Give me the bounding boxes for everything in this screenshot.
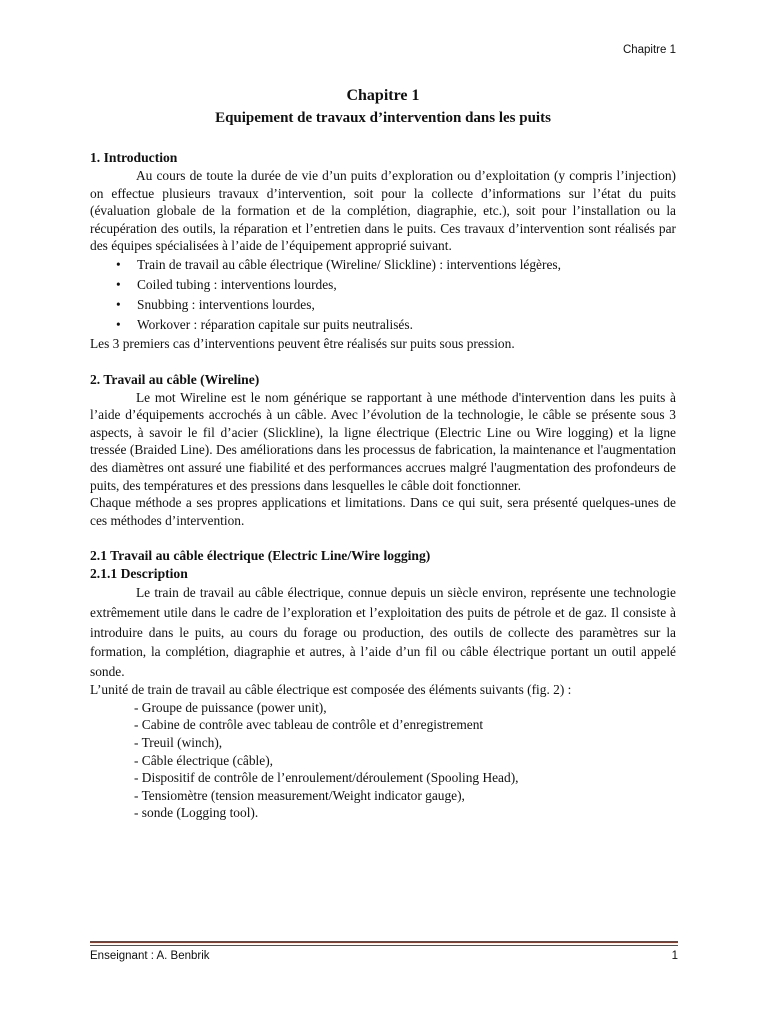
section-heading-electric-line: 2.1 Travail au câble électrique (Electric Line/Wire logging) xyxy=(90,548,431,564)
wireline-paragraph-2: Chaque méthode a ses propres applications et limitations. Dans ce qui suit, sera présenté quelques-unes de ces méthodes d’intervention. xyxy=(90,495,676,528)
list-item: • Workover : réparation capitale sur puits neutralisés. xyxy=(90,315,676,335)
wireline-paragraph: Le mot Wireline est le nom générique se rapportant à une méthode d'intervention dans les puits à l’aide d’équipements accrochés à un câble. Avec l’évolution de la technologie, le câble se présente sous 3 aspects, à savoir le fil d’acier (Slickline), la ligne électrique (Electric Line ou Wire logging) et la ligne tressée (Braided Line). Des améliorations dans les processus de fabrication, la maintenance et l'augmentation des diamètres ont assuré une fiabilité et des performances accrues malgré l'augmentation des profondeurs de puits, des températures et des pressions dans lesquelles le câble doit fonctionner. xyxy=(90,389,676,493)
intro-paragraph: Au cours de toute la durée de vie d’un puits d’exploration ou d’exploitation (y compris l’injection) on effectue plusieurs travaux d’intervention, soit pour la collecte d’informations sur l’état du puits (évaluation globale de la formation et de la complétion, diagraphie, etc.), soit pour l’installation ou la récupération des outils, la réparation et l’entretien dans le puits. Ces travaux d’intervention sont réalisés par des équipes spécialisées à l’aide de l’équipement approprié suivant. xyxy=(90,168,676,254)
chapter-title: Chapitre 1 xyxy=(346,87,420,104)
section-heading-introduction: 1. Introduction xyxy=(90,150,178,165)
list-item: - Tensiomètre (tension measurement/Weight indicator gauge), xyxy=(134,787,465,803)
components-intro: L’unité de train de travail au câble électrique est composée des éléments suivants (fig. 2) : xyxy=(90,682,572,698)
page-content xyxy=(90,86,676,822)
components-list xyxy=(90,699,676,822)
footer-author: Enseignant : A. Benbrik xyxy=(90,950,210,962)
list-item: • Train de travail au câble électrique (Wireline/ Slickline) : interventions légères, xyxy=(90,255,676,275)
list-item: - Câble électrique (câble), xyxy=(134,752,274,768)
section-heading-wireline: 2. Travail au câble (Wireline) xyxy=(90,371,260,387)
chapter-subtitle: Equipement de travaux d’intervention dans les puits xyxy=(215,110,551,126)
page-number: 1 xyxy=(671,950,678,962)
list-item: • Snubbing : interventions lourdes, xyxy=(90,295,676,315)
description-paragraph: Le train de travail au câble électrique, connue depuis un siècle environ, représente une technologie extrêmement utile dans le cadre de l’exploration et l’exploitation des puits de pétrole et de gaz. Il consiste à introduire dans le puits, au cours du forage ou production, des outils de collecte des paramètres sur la formation, la complétion, diagraphie et autres, à l’aide d’un fil ou câble électrique portant un outil appelé sonde. xyxy=(90,585,676,679)
list-item: • Coiled tubing : interventions lourdes, xyxy=(90,275,676,295)
list-item: - Treuil (winch), xyxy=(134,735,223,751)
subsection-heading-description: 2.1.1 Description xyxy=(90,566,188,582)
list-item: - Dispositif de contrôle de l’enroulement/déroulement (Spooling Head), xyxy=(134,770,519,786)
footer-divider-thin xyxy=(90,945,678,946)
intervention-list xyxy=(90,255,676,335)
list-item: - sonde (Logging tool). xyxy=(134,805,259,821)
list-item: - Groupe de puissance (power unit), xyxy=(134,699,327,715)
footer-divider xyxy=(90,941,678,943)
intro-note: Les 3 premiers cas d’interventions peuvent être réalisés sur puits sous pression. xyxy=(90,335,515,351)
running-header: Chapitre 1 xyxy=(622,44,676,56)
list-item: - Cabine de contrôle avec tableau de contrôle et d’enregistrement xyxy=(134,717,484,733)
